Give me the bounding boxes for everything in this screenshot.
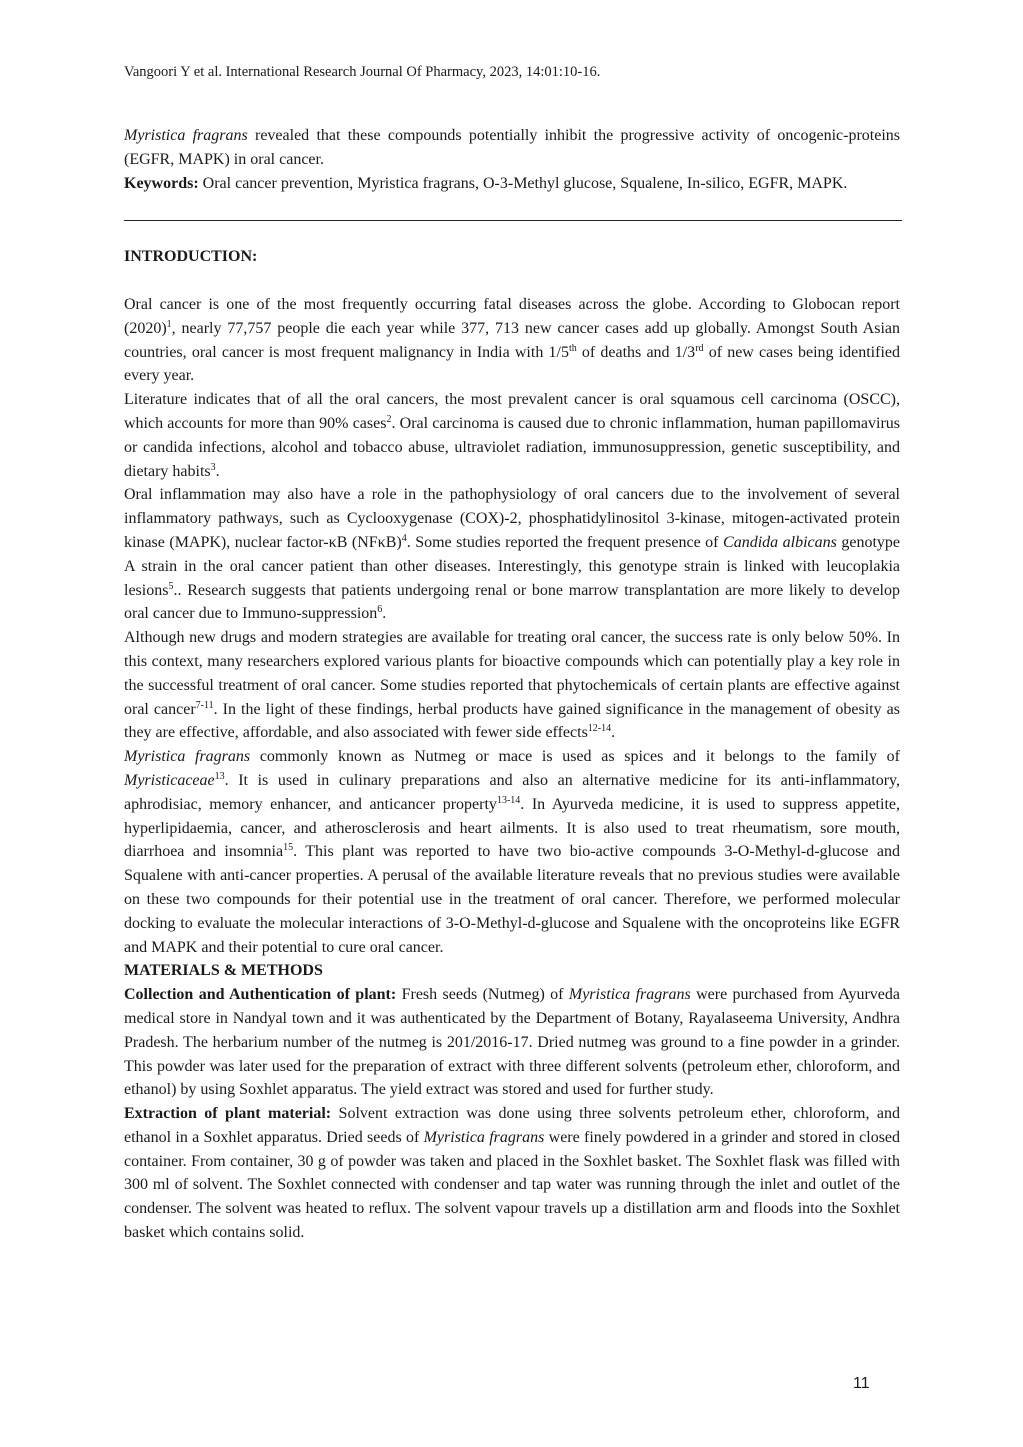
subsection-label: Collection and Authentication of plant:: [124, 986, 397, 1004]
citation: 13-14: [496, 794, 521, 806]
citation: 7-11: [195, 699, 214, 711]
citation: 5: [168, 580, 174, 592]
citation: 12-14: [587, 723, 612, 735]
keywords-label: Keywords:: [124, 175, 199, 192]
species-name: Myristica fragrans: [568, 986, 691, 1004]
paragraph: Oral inflammation may also have a role in the pathophysiology of oral cancers due to the involvement of several inflammatory pathways, such as Cyclooxygenase (COX)-2, phosphatidylinositol 3-kinase, mitogen-activated protein kinase (MAPK), nuclear factor-κB $(NF\kappa B)^4$. Some studies reported the frequent presence of Candida albicans genotype A strain in the oral cancer patient than other diseases. Interestingly, this genotype strain is linked with leucoplakia lesions$^5$.. Research suggests that patients undergoing renal or bone marrow transplantation are more likely to develop oral cancer due to Immuno-suppression$^6$.: [124, 486, 901, 623]
page-number: 11: [853, 1375, 870, 1392]
citation: 13: [214, 770, 225, 782]
paragraph: Oral cancer is one of the most frequently occurring fatal diseases across the globe. According to Globocan report $(2020)^1$, nearly 77,757 people die each year while 377, 713 new cancer cases add up globally. Amongst South Asian countries, oral cancer is most frequent malignancy in India with 1/5th of deaths and 1/3rd of new cases being identified every year.: [124, 296, 901, 385]
species-name: Candida albicans: [723, 533, 837, 551]
citation: 4: [401, 532, 407, 544]
body-text: [124, 293, 900, 1245]
citation: 6: [377, 604, 383, 616]
species-name: Myristica fragrans: [423, 1128, 545, 1146]
paragraph: Collection and Authentication of plant: Fresh seeds (Nutmeg) of Myristica fragrans were purchased from Ayurveda medical store in Nandyal town and it was authenticated by the Department of Botany, Rayalaseema University, Andhra Pradesh. The herbarium number of the nutmeg is 201/2016-17. Dried nutmeg was ground to a fine powder in a grinder. This powder was later used for the preparation of extract with three different solvents (petroleum ether, chloroform, and ethanol) by using Soxhlet apparatus. The yield extract was stored and used for further study.: [124, 986, 901, 1099]
species-name: Myristica fragrans: [124, 127, 248, 144]
citation: 2: [386, 413, 392, 425]
keywords-list: Oral cancer prevention, Myristica fragrans, O-3-Methyl glucose, Squalene, In-silico, EGFR, MAPK.: [198, 175, 848, 192]
section-divider: [124, 220, 902, 221]
paragraph: Literature indicates that of all the oral cancers, the most prevalent cancer is oral squamous cell carcinoma (OSCC), which accounts for more than 90% cases$^2$. Oral carcinoma is caused due to chronic inflammation, human papillomavirus or candida infections, alcohol and tobacco abuse, ultraviolet radiation, immunosuppression, genetic susceptibility, and dietary habits$^3$.: [124, 391, 901, 480]
introduction-heading: INTRODUCTION:: [124, 248, 258, 265]
methods-heading: MATERIALS & METHODS: [124, 962, 323, 980]
citation: 1: [166, 318, 172, 330]
paragraph: Extraction of plant material: Solvent extraction was done using three solvents petroleum ether, chloroform, and ethanol in a Soxhlet apparatus. Dried seeds of Myristica fragrans were finely powdered in a grinder and stored in closed container. From container, 30 g of powder was taken and placed in the Soxhlet basket. The Soxhlet flask was filled with 300 ml of solvent. The Soxhlet connected with condenser and tap water was running through the inlet and outlet of the condenser. The solvent was heated to reflux. The solvent vapour travels up a distillation arm and floods into the Soxhlet basket which contains solid.: [124, 1105, 901, 1242]
family-name: Myristicaceae: [124, 771, 215, 789]
paragraph: Although new drugs and modern strategies are available for treating oral cancer, the success rate is only below 50%. In this context, many researchers explored various plants for bioactive compounds which can potentially play a key role in the successful treatment of oral cancer. Some studies reported that phytochemicals of certain plants are effective against oral cancer$^{7-11}$. In the light of these findings, herbal products have gained significance in the management of obesity as they are effective, affordable, and also associated with fewer side effects$^{12-14}$.: [124, 629, 900, 742]
citation: 3: [210, 461, 216, 473]
abstract-conclusion-text: Myristica fragrans revealed that these compounds potentially inhibit the progressive activity of oncogenic-proteins (EGFR, MAPK) in oral cancer.: [124, 127, 900, 168]
citation: 15: [283, 842, 294, 854]
running-head: Vangoori Y et al. International Research Journal Of Pharmacy, 2023, 14:01:10-16.: [124, 64, 601, 80]
subsection-label: Extraction of plant material:: [124, 1105, 332, 1123]
paragraph: Myristica fragrans commonly known as Nutmeg or mace is used as spices and it belongs to the family of Myristicaceae$^{13}$. It is used in culinary preparations and also an alternative medicine for its anti-inflammatory, aphrodisiac, memory enhancer, and anticancer property$^{13-14}$. In Ayurveda medicine, it is used to suppress appetite, hyperlipidaemia, cancer, and atherosclerosis and heart ailments. It is also used to treat rheumatism, sore mouth, diarrhoea and insomnia$^{15}$. This plant was reported to have two bio-active compounds 3-O-Methyl-d-glucose and Squalene with anti-cancer properties. A perusal of the available literature reveals that no previous studies were available on these two compounds for their potential use in the treatment of oral cancer. Therefore, we performed molecular docking to evaluate the molecular interactions of 3-O-Methyl-d-glucose and Squalene with the oncoproteins like EGFR and MAPK and their potential to cure oral cancer.: [124, 748, 901, 956]
keywords: [124, 172, 900, 196]
abstract-conclusion: [124, 124, 900, 196]
species-name: Myristica fragrans: [124, 748, 251, 766]
